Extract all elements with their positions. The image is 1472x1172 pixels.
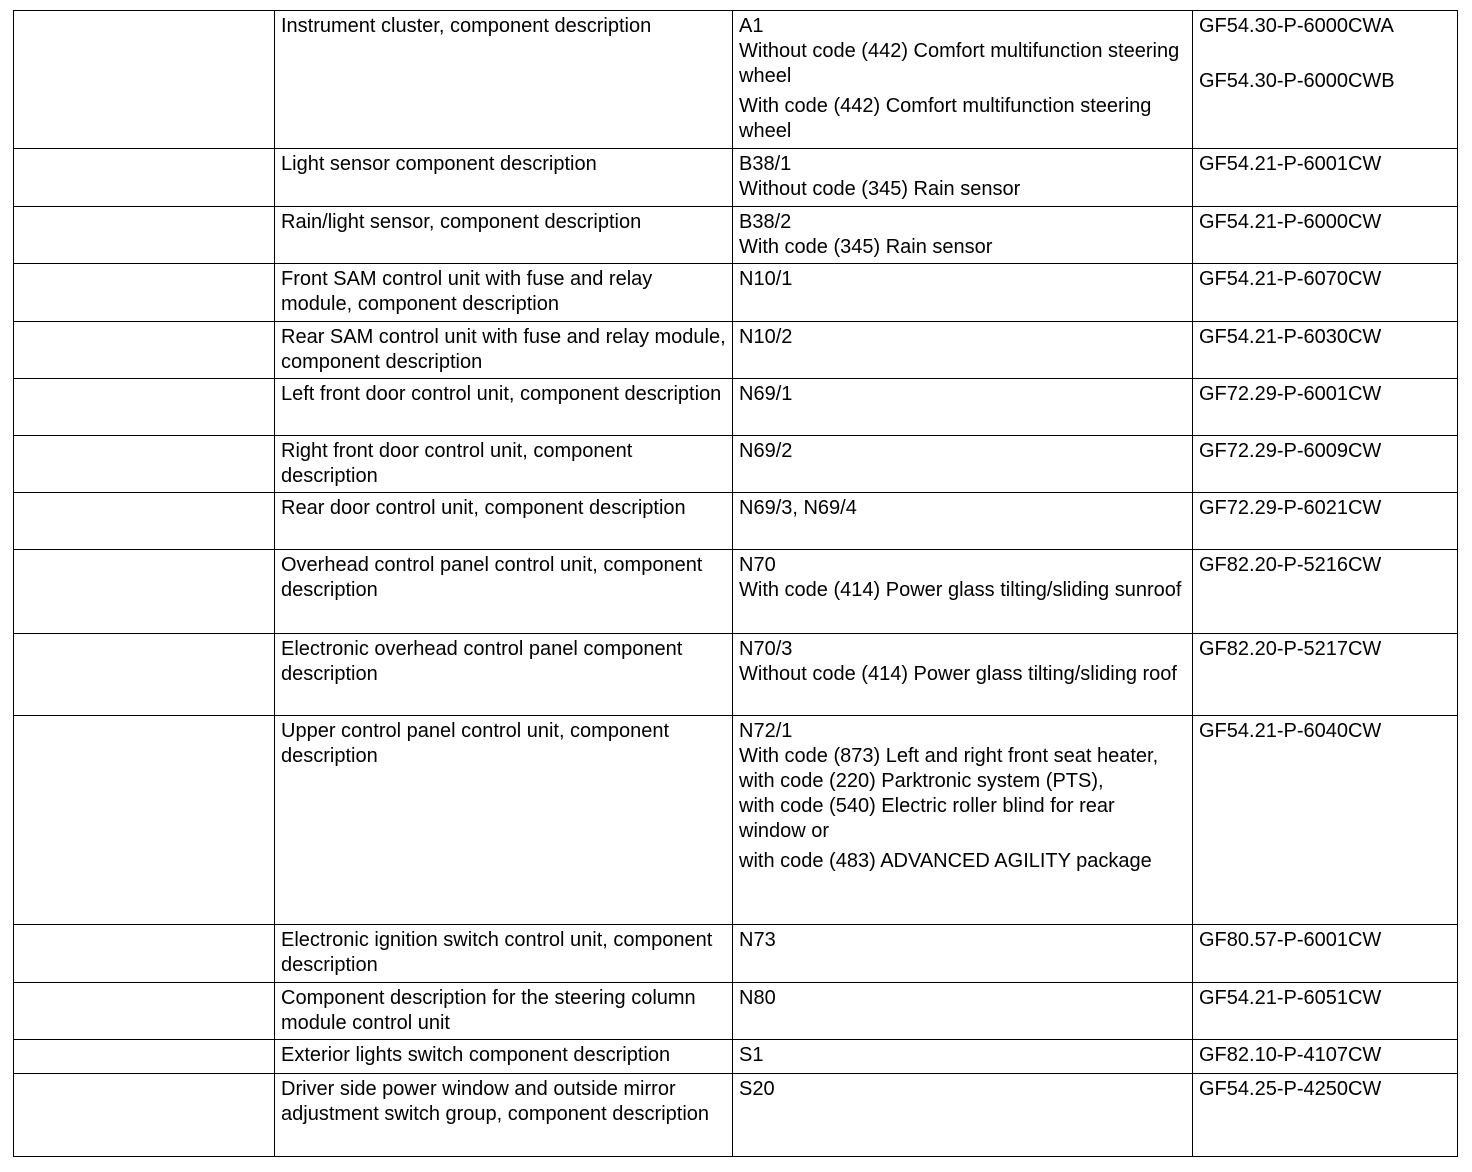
document-cell bbox=[1193, 550, 1458, 634]
designation-cell bbox=[733, 436, 1193, 493]
table-row bbox=[14, 11, 1458, 149]
document-cell bbox=[1193, 925, 1458, 983]
document-link[interactable]: GF54.30-P-6000CWB bbox=[1199, 70, 1395, 92]
description-cell: Rain/light sensor, component description bbox=[275, 207, 733, 264]
description-cell: Right front door control unit, component description bbox=[275, 436, 733, 493]
description-cell: Overhead control panel control unit, component description bbox=[275, 550, 733, 634]
designation-line: with code (220) Parktronic system (PTS), bbox=[739, 770, 1104, 792]
designation-cell bbox=[733, 925, 1193, 983]
document-link[interactable]: GF72.29-P-6009CW bbox=[1199, 440, 1382, 462]
table-row bbox=[14, 493, 1458, 550]
blank-cell bbox=[14, 550, 275, 634]
document-link[interactable]: GF54.21-P-6051CW bbox=[1199, 987, 1382, 1009]
designation-line: With code (414) Power glass tilting/sliding sunroof bbox=[739, 579, 1182, 601]
document-cell bbox=[1193, 1074, 1458, 1157]
designation-line: With code (442) Comfort multifunction steering wheel bbox=[739, 95, 1152, 142]
designation-line: Without code (442) Comfort multifunction steering wheel bbox=[739, 40, 1180, 87]
document-cell bbox=[1193, 634, 1458, 716]
blank-cell bbox=[14, 149, 275, 207]
designation-line: with code (540) Electric roller blind for rear window or bbox=[739, 795, 1115, 842]
document-cell bbox=[1193, 436, 1458, 493]
description-cell: Electronic overhead control panel component description bbox=[275, 634, 733, 716]
designation-line: N70 bbox=[739, 554, 776, 576]
document-cell bbox=[1193, 493, 1458, 550]
table-row bbox=[14, 264, 1458, 322]
designation-cell bbox=[733, 634, 1193, 716]
document-cell bbox=[1193, 716, 1458, 925]
designation-line: N73 bbox=[739, 929, 776, 951]
designation-cell bbox=[733, 1074, 1193, 1157]
document-link[interactable]: GF82.10-P-4107CW bbox=[1199, 1044, 1382, 1066]
designation-line: N69/1 bbox=[739, 383, 793, 405]
document-link[interactable]: GF80.57-P-6001CW bbox=[1199, 929, 1382, 951]
designation-cell bbox=[733, 149, 1193, 207]
description-cell: Upper control panel control unit, component description bbox=[275, 716, 733, 925]
document-cell bbox=[1193, 1040, 1458, 1074]
designation-line: with code (483) ADVANCED AGILITY package bbox=[739, 850, 1152, 872]
description-cell: Electronic ignition switch control unit, component description bbox=[275, 925, 733, 983]
table-row bbox=[14, 925, 1458, 983]
designation-line: With code (345) Rain sensor bbox=[739, 236, 993, 258]
table-row bbox=[14, 716, 1458, 925]
designation-line: With code (873) Left and right front seat heater, bbox=[739, 745, 1159, 767]
blank-cell bbox=[14, 983, 275, 1040]
blank-cell bbox=[14, 1074, 275, 1157]
table-row bbox=[14, 1040, 1458, 1074]
designation-line: Without code (345) Rain sensor bbox=[739, 178, 1021, 200]
description-cell: Instrument cluster, component description bbox=[275, 11, 733, 149]
blank-cell bbox=[14, 493, 275, 550]
document-cell bbox=[1193, 264, 1458, 322]
table-row bbox=[14, 983, 1458, 1040]
designation-line: N80 bbox=[739, 987, 776, 1009]
document-link[interactable]: GF72.29-P-6021CW bbox=[1199, 497, 1382, 519]
blank-cell bbox=[14, 1040, 275, 1074]
designation-cell bbox=[733, 550, 1193, 634]
document-cell bbox=[1193, 11, 1458, 149]
table-body bbox=[14, 11, 1458, 1157]
designation-line: N70/3 bbox=[739, 638, 793, 660]
designation-cell bbox=[733, 264, 1193, 322]
designation-line: A1 bbox=[739, 15, 764, 37]
description-cell: Driver side power window and outside mirror adjustment switch group, component description bbox=[275, 1074, 733, 1157]
document-link[interactable]: GF82.20-P-5216CW bbox=[1199, 554, 1382, 576]
description-cell: Front SAM control unit with fuse and relay module, component description bbox=[275, 264, 733, 322]
table-row bbox=[14, 436, 1458, 493]
designation-line: B38/2 bbox=[739, 211, 792, 233]
document-cell bbox=[1193, 207, 1458, 264]
blank-cell bbox=[14, 436, 275, 493]
description-cell: Component description for the steering column module control unit bbox=[275, 983, 733, 1040]
blank-cell bbox=[14, 11, 275, 149]
designation-cell bbox=[733, 493, 1193, 550]
document-link[interactable]: GF72.29-P-6001CW bbox=[1199, 383, 1382, 405]
document-link[interactable]: GF82.20-P-5217CW bbox=[1199, 638, 1382, 660]
designation-line: N69/2 bbox=[739, 440, 793, 462]
document-link[interactable]: GF54.21-P-6000CW bbox=[1199, 211, 1382, 233]
description-cell: Rear SAM control unit with fuse and relay module, component description bbox=[275, 322, 733, 379]
document-link[interactable]: GF54.21-P-6001CW bbox=[1199, 153, 1382, 175]
document-cell bbox=[1193, 149, 1458, 207]
designation-line: S1 bbox=[739, 1044, 764, 1066]
description-cell: Rear door control unit, component description bbox=[275, 493, 733, 550]
table-row bbox=[14, 149, 1458, 207]
designation-line: S20 bbox=[739, 1078, 775, 1100]
designation-line: N10/2 bbox=[739, 326, 793, 348]
blank-cell bbox=[14, 925, 275, 983]
document-link[interactable]: GF54.21-P-6030CW bbox=[1199, 326, 1382, 348]
description-cell: Left front door control unit, component description bbox=[275, 379, 733, 436]
designation-cell bbox=[733, 322, 1193, 379]
document-link[interactable]: GF54.30-P-6000CWA bbox=[1199, 15, 1394, 37]
component-table bbox=[13, 10, 1458, 1157]
table-row bbox=[14, 207, 1458, 264]
designation-cell bbox=[733, 207, 1193, 264]
document-link[interactable]: GF54.25-P-4250CW bbox=[1199, 1078, 1382, 1100]
designation-cell bbox=[733, 1040, 1193, 1074]
table-row bbox=[14, 550, 1458, 634]
table-row bbox=[14, 634, 1458, 716]
designation-cell bbox=[733, 379, 1193, 436]
blank-cell bbox=[14, 634, 275, 716]
designation-line: N10/1 bbox=[739, 268, 793, 290]
designation-line: B38/1 bbox=[739, 153, 792, 175]
document-link[interactable]: GF54.21-P-6040CW bbox=[1199, 720, 1382, 742]
table-row bbox=[14, 379, 1458, 436]
blank-cell bbox=[14, 207, 275, 264]
designation-cell bbox=[733, 983, 1193, 1040]
blank-cell bbox=[14, 716, 275, 925]
document-cell bbox=[1193, 379, 1458, 436]
blank-cell bbox=[14, 264, 275, 322]
designation-cell bbox=[733, 716, 1193, 925]
designation-line: N72/1 bbox=[739, 720, 793, 742]
document-cell bbox=[1193, 983, 1458, 1040]
document-cell bbox=[1193, 322, 1458, 379]
document-link[interactable]: GF54.21-P-6070CW bbox=[1199, 268, 1382, 290]
blank-cell bbox=[14, 322, 275, 379]
designation-line: N69/3, N69/4 bbox=[739, 497, 857, 519]
table-row bbox=[14, 1074, 1458, 1157]
description-cell: Light sensor component description bbox=[275, 149, 733, 207]
blank-cell bbox=[14, 379, 275, 436]
designation-line: Without code (414) Power glass tilting/sliding roof bbox=[739, 663, 1177, 685]
description-cell: Exterior lights switch component description bbox=[275, 1040, 733, 1074]
designation-cell bbox=[733, 11, 1193, 149]
table-row bbox=[14, 322, 1458, 379]
